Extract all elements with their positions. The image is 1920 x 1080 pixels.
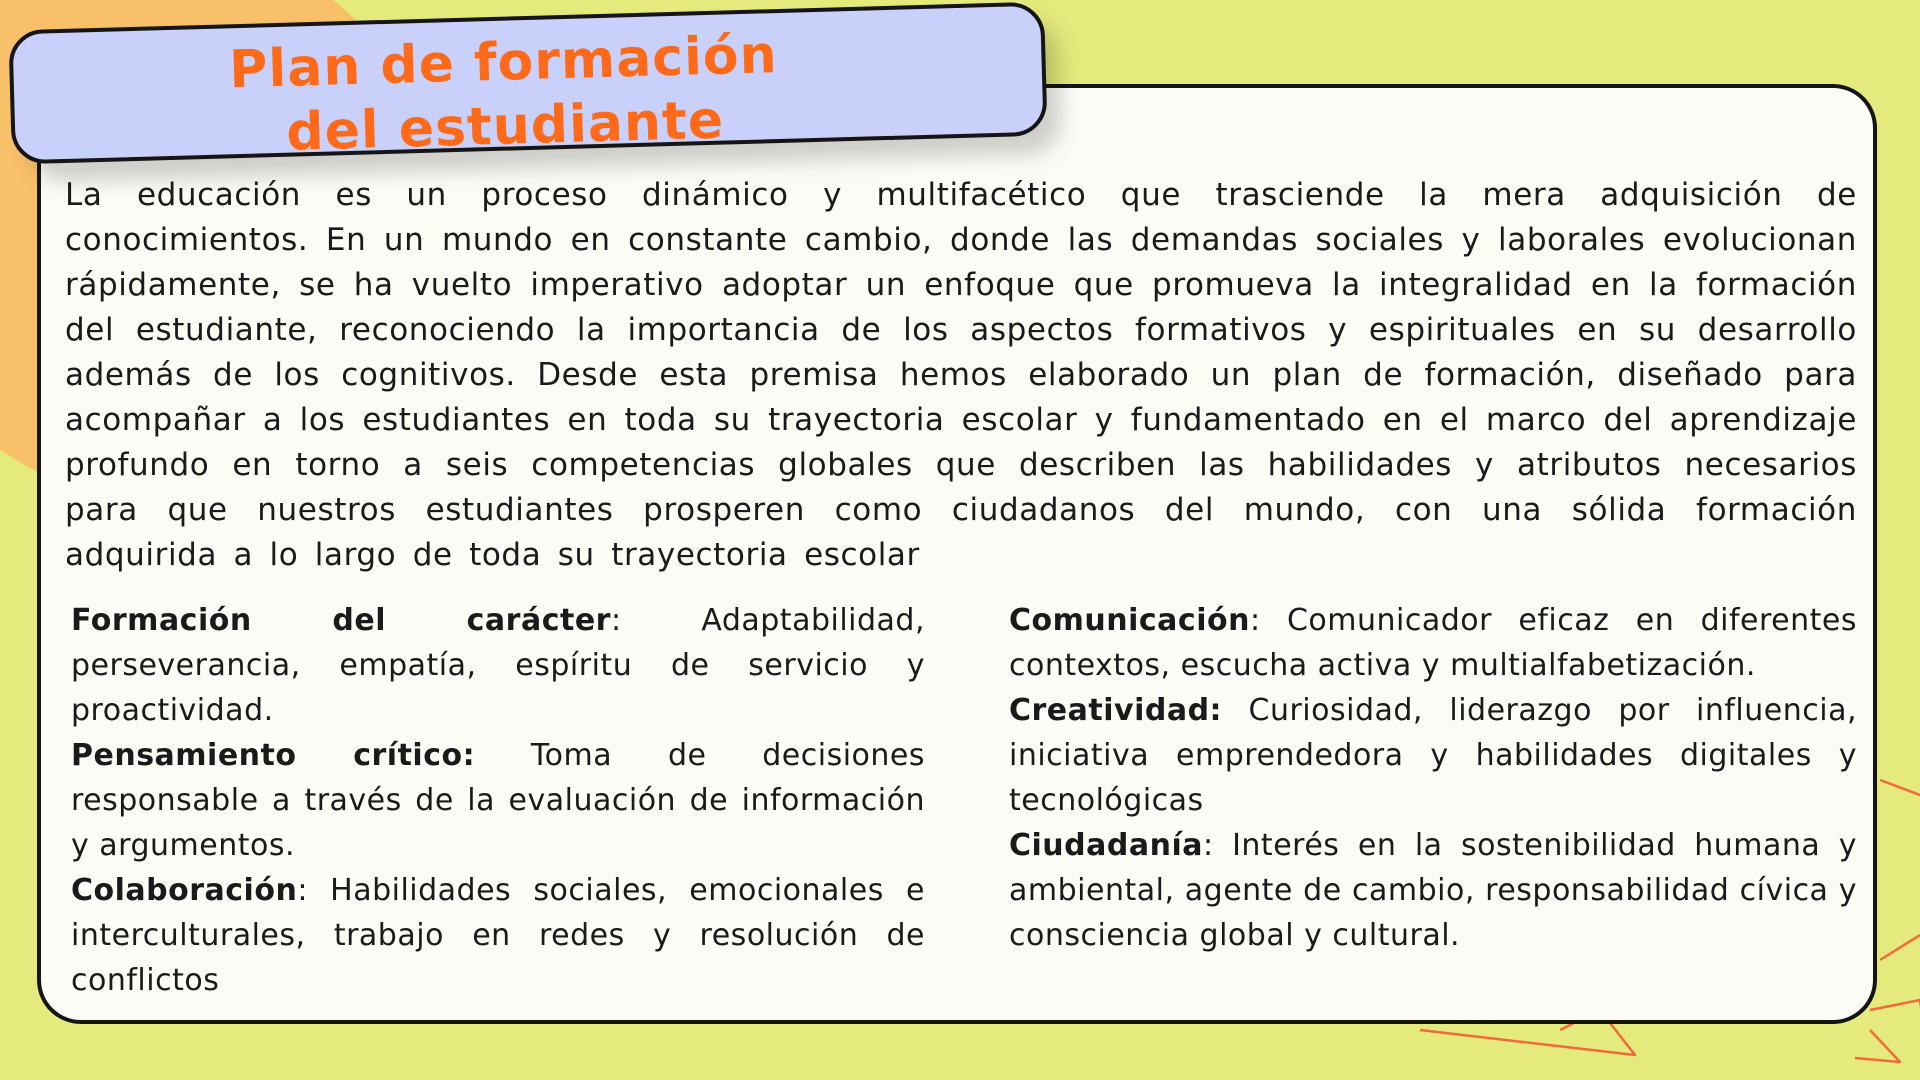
competency-description: Interés en la sostenibilidad humana y ambiental, agente de cambio, responsabilidad cívica y consciencia global y cultural. (1009, 828, 1857, 953)
competency-separator: : (1249, 603, 1261, 638)
competency-name: Ciudadanía (1009, 828, 1203, 863)
competency-separator: : (297, 873, 308, 908)
title-line-1: Plan de formación (228, 25, 779, 101)
competency-comunicacion (1009, 598, 1857, 688)
competency-description: Habilidades sociales, emocionales e interculturales, trabajo en redes y resolución de conflictos (71, 873, 925, 998)
competency-name: Formación del carácter (71, 603, 611, 638)
competency-separator: : (1202, 828, 1214, 863)
competency-description: Comunicador eficaz en diferentes contextos, escucha activa y multialfabetización. (1009, 603, 1857, 683)
intro-paragraph: La educación es un proceso dinámico y multifacético que trasciende la mera adquisición de conocimientos. En un mundo en constante cambio, donde las demandas sociales y laborales evolucionan rápidamente, se ha vuelto imperativo adoptar un enfoque que promueva la integralidad en la formación del estudiante, reconociendo la importancia de los aspectos formativos y espirituales en su desarrollo además de los cognitivos. Desde esta premisa hemos elaborado un plan de formación, diseñado para acompañar a los estudiantes en toda su trayectoria escolar y fundamentado en el marco del aprendizaje profundo en torno a seis competencias globales que describen las habilidades y atributos necesarios para que nuestros estudiantes prosperen como ciudadanos del mundo, con una sólida formación adquirida a lo largo de toda su trayectoria escolar (65, 177, 1857, 573)
competency-pensamiento (71, 733, 925, 868)
competencies-left-column (71, 598, 925, 1003)
competency-name: Colaboración (71, 873, 298, 908)
competency-description: Adaptabilidad, perseverancia, empatía, espíritu de servicio y proactividad. (71, 603, 926, 728)
competencies-right-column (1009, 598, 1857, 958)
competency-ciudadania (1009, 823, 1857, 958)
competency-name: Creatividad: (1009, 693, 1223, 728)
competency-creatividad (1009, 688, 1857, 823)
competency-name: Comunicación (1009, 603, 1250, 638)
competency-caracter (71, 598, 925, 733)
competency-description: Toma de decisiones responsable a través de la evaluación de información y argumentos. (71, 738, 926, 863)
title-line-2: del estudiante (285, 90, 725, 163)
competency-colaboracion (71, 868, 925, 1003)
page-title (163, 21, 846, 168)
competency-description: Curiosidad, liderazgo por influencia, iniciativa emprendedora y habilidades digitales y tecnológicas (1009, 693, 1857, 818)
competency-name: Pensamiento crítico: (71, 738, 476, 773)
competency-separator: : (610, 603, 622, 638)
